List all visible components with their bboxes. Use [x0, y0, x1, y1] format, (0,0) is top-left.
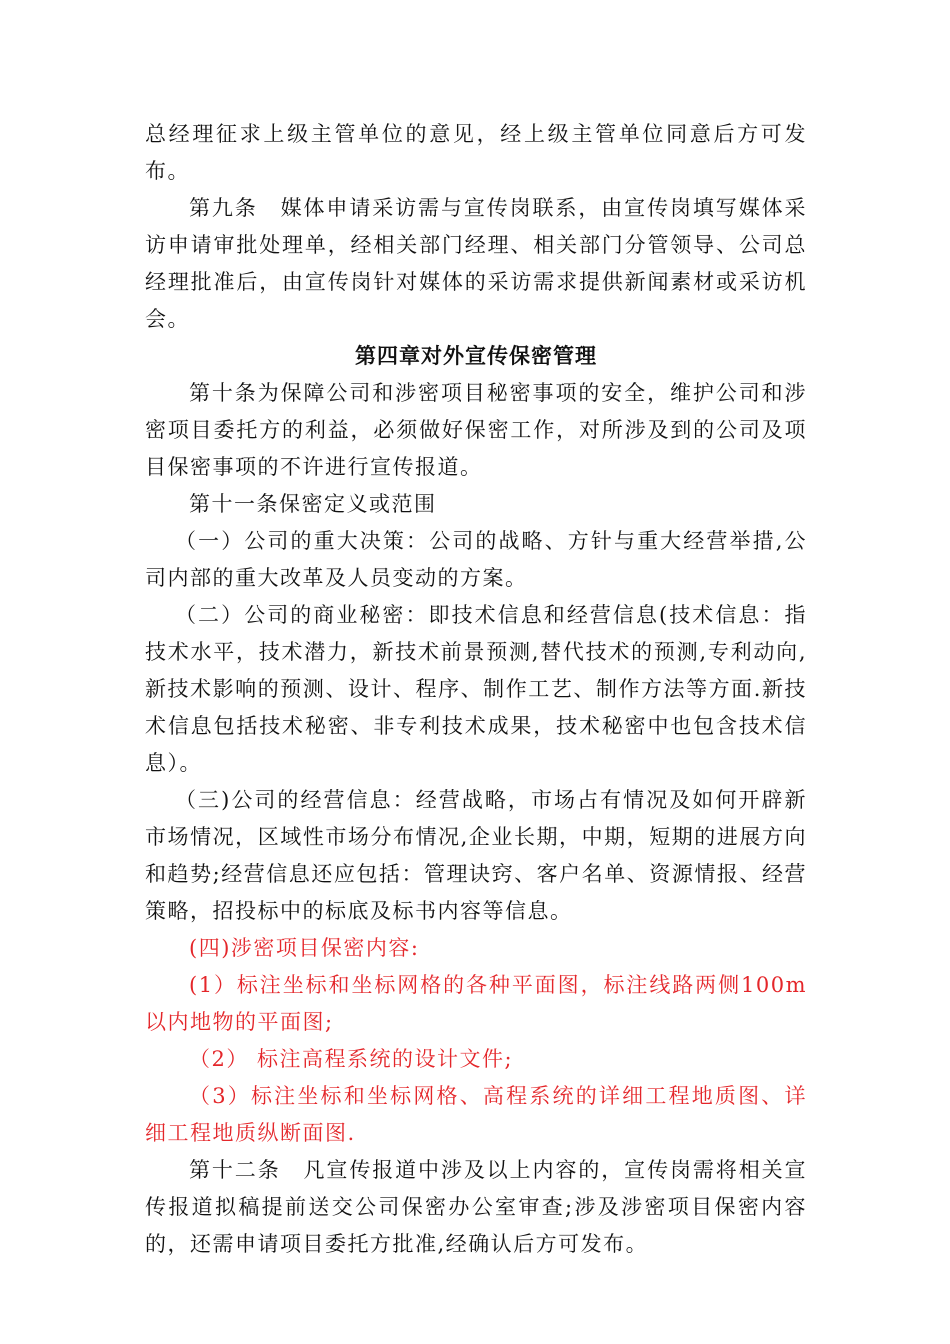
document-body — [145, 116, 807, 1263]
article-11: 第十一条保密定义或范围 — [189, 492, 437, 516]
chapter-heading: 第四章对外宣传保密管理 — [355, 344, 597, 368]
article-10: 第十条为保障公司和涉密项目秘密事项的安全，维护公司和涉密项目委托方的利益，必须做好保密工作，对所涉及到的公司及项目保密事项的不许进行宣传报道。 — [145, 381, 807, 479]
article-9: 第九条 媒体申请采访需与宣传岗联系，由宣传岗填写媒体采访申请审批处理单，经相关部门经理、相关部门分管领导、公司总经理批准后，由宣传岗针对媒体的采访需求提供新闻素材或采访机会。 — [145, 196, 807, 331]
sub-item-1: (1）标注坐标和坐标网格的各种平面图，标注线路两侧100m以内地物的平面图; — [145, 973, 807, 1034]
article-12: 第十二条 凡宣传报道中涉及以上内容的，宣传岗需将相关宣传报道拟稿提前送交公司保密办公室审查;涉及涉密项目保密内容的，还需申请项目委托方批准,经确认后方可发布。 — [145, 1158, 807, 1256]
sub-item-3: （3）标注坐标和坐标网格、高程系统的详细工程地质图、详细工程地质纵断面图. — [145, 1084, 807, 1145]
item-1-major-decisions: （一）公司的重大决策：公司的战略、方针与重大经营举措,公司内部的重大改革及人员变动的方案。 — [145, 529, 807, 590]
paragraph-continuation: 总经理征求上级主管单位的意见，经上级主管单位同意后方可发布。 — [145, 122, 807, 183]
item-3-business-info: （三)公司的经营信息：经营战略，市场占有情况及如何开辟新市场情况，区域性市场分布情况,企业长期，中期，短期的进展方向和趋势;经营信息还应包括：管理诀窍、客户名单、资源情报、经营策略，招投标中的标底及标书内容等信息。 — [145, 788, 807, 923]
item-2-trade-secrets: （二）公司的商业秘密：即技术信息和经营信息(技术信息：指技术水平，技术潜力，新技术前景预测,替代技术的预测,专利动向,新技术影响的预测、设计、程序、制作工艺、制作方法等方面.新技术信息包括技术秘密、非专利技术成果，技术秘密中也包含技术信息）。 — [145, 603, 807, 775]
item-4-classified-project: (四)涉密项目保密内容: — [189, 936, 420, 960]
sub-item-2: （2） 标注高程系统的设计文件; — [189, 1047, 514, 1071]
